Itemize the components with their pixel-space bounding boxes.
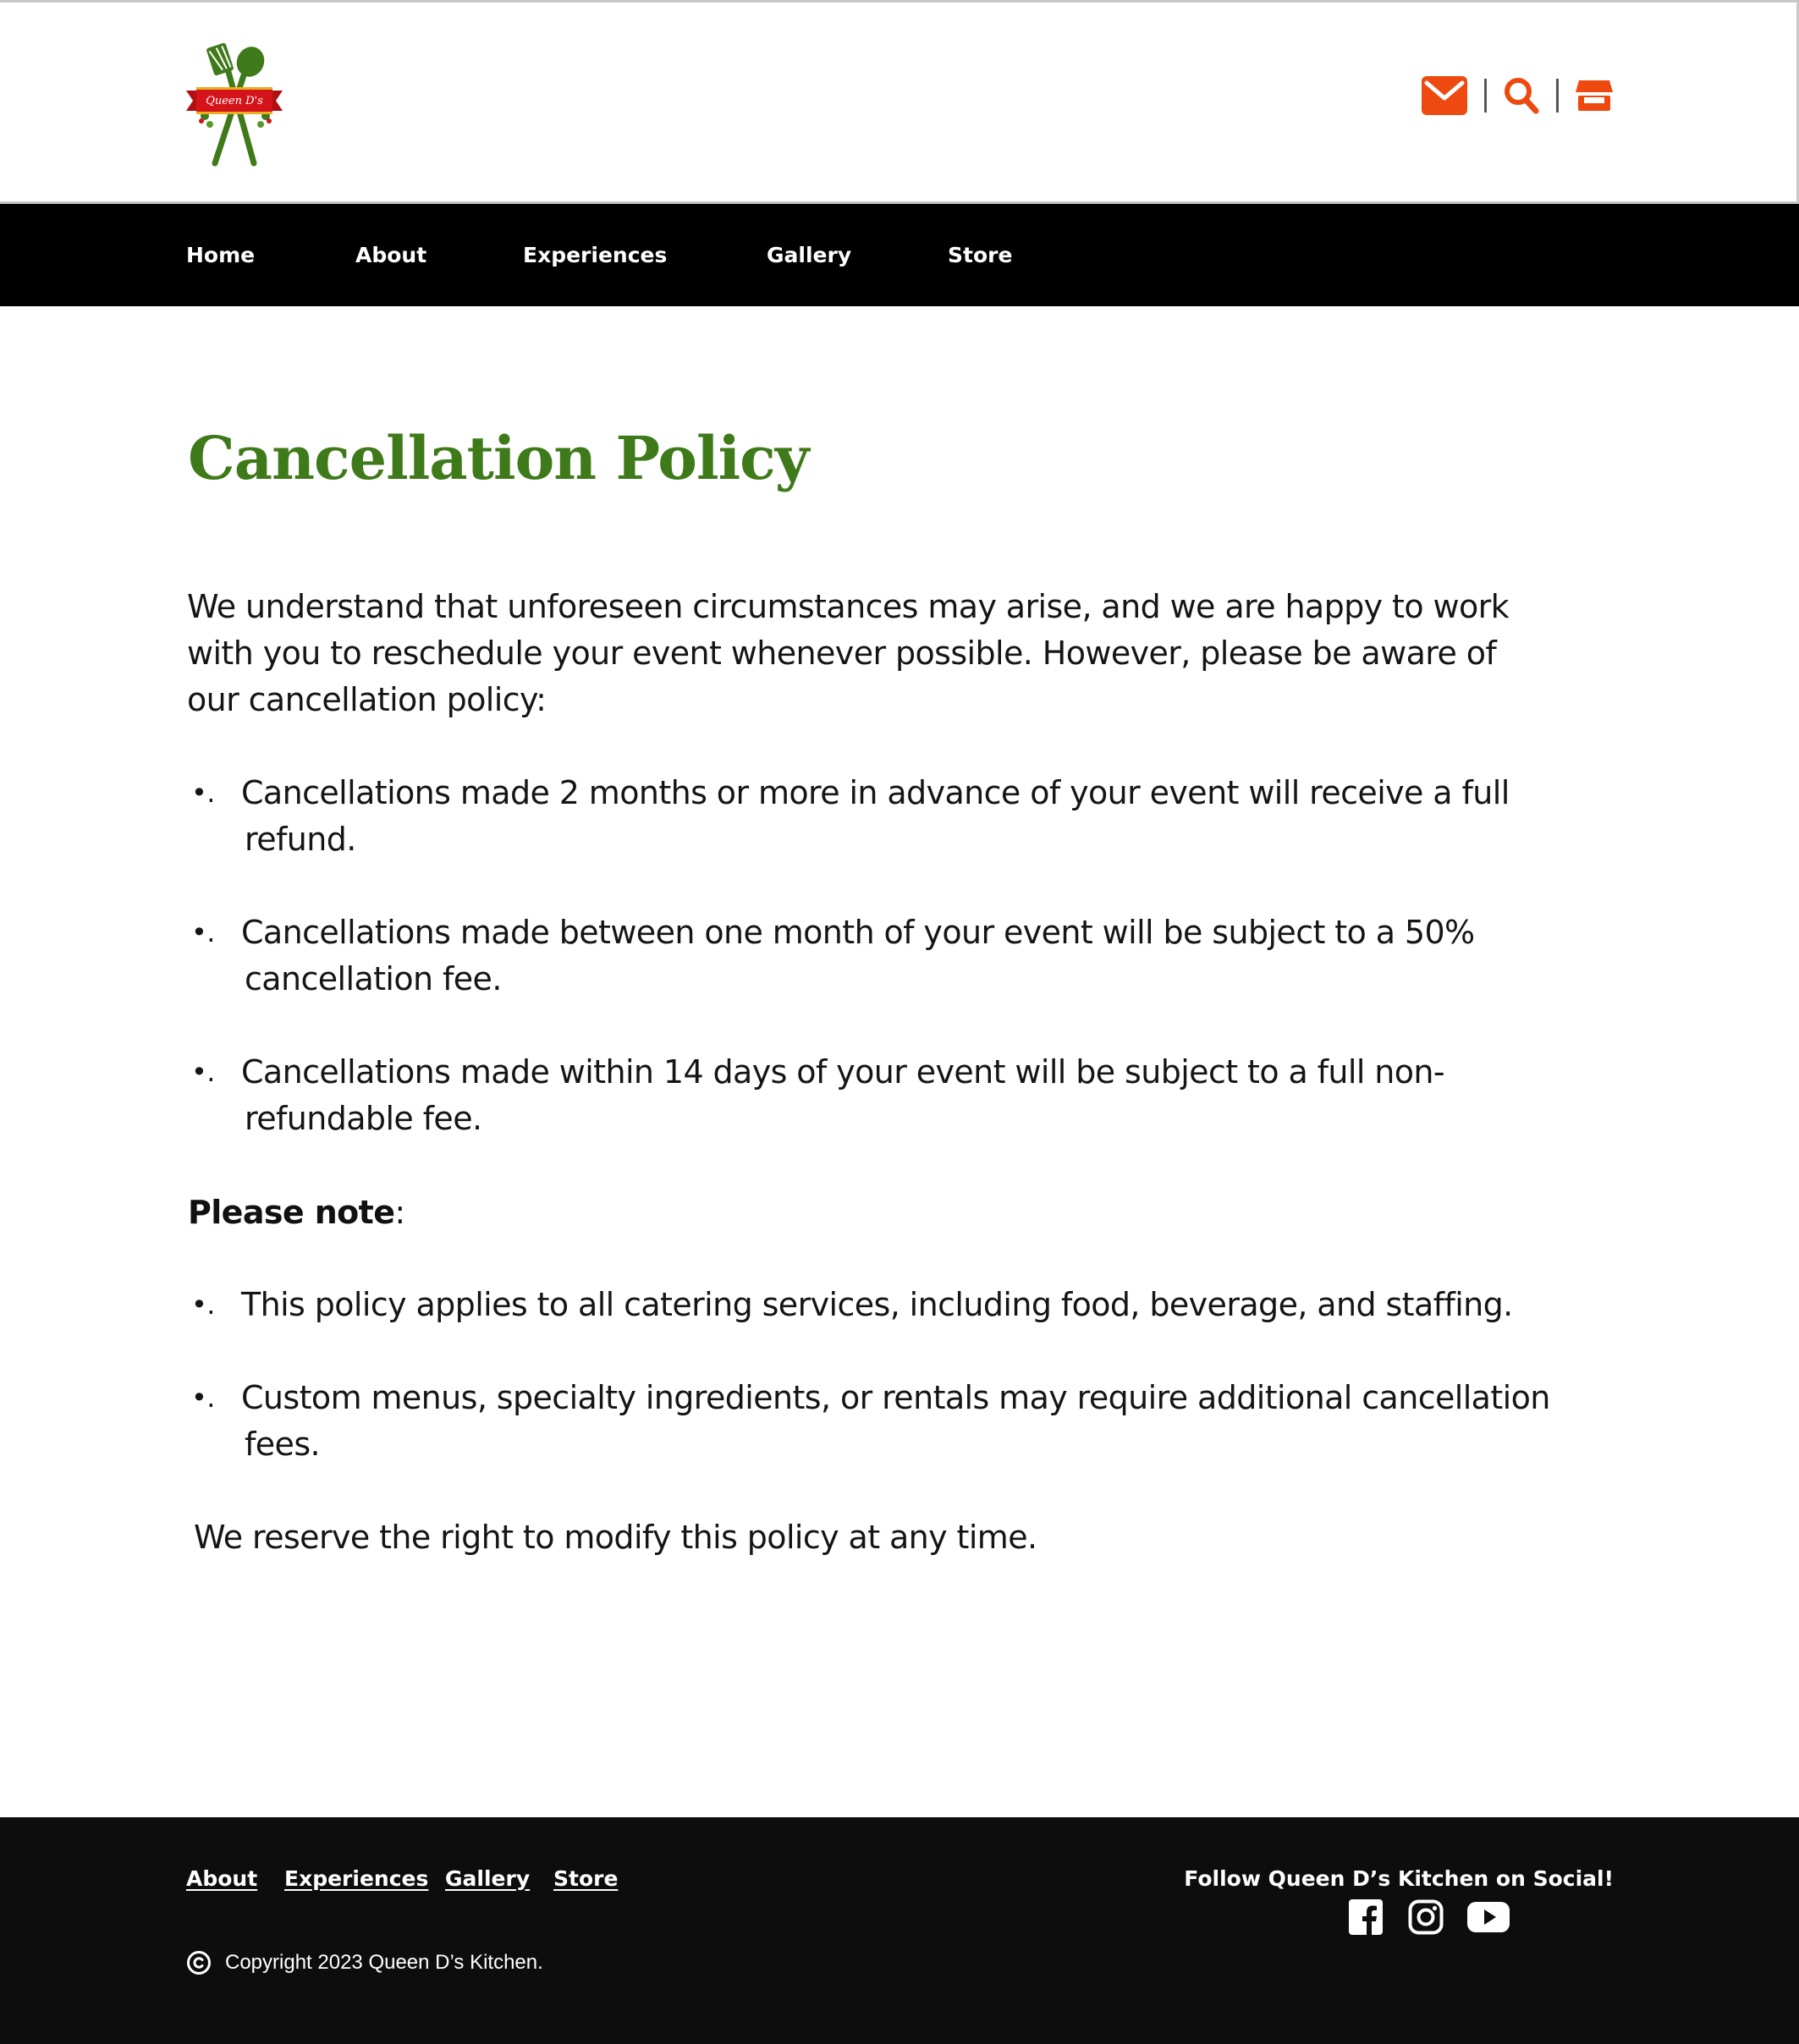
instagram-icon[interactable]: [1408, 1899, 1444, 1935]
list-item-text: Cancellations made between one month of your event will be subject to a 50% cancellation fee.: [241, 914, 1475, 997]
list-item-text: Custom menus, specialty ingredients, or rentals may require additional cancellation fees.: [241, 1379, 1550, 1463]
footer-link-store[interactable]: Store: [553, 1866, 619, 1891]
copyright: [186, 1948, 543, 1978]
facebook-icon[interactable]: [1349, 1899, 1383, 1935]
footer-link-experiences[interactable]: Experiences: [284, 1866, 429, 1891]
copyright-icon: [186, 1950, 212, 1975]
list-item: [188, 909, 1576, 1003]
bullet-icon: •.: [191, 1288, 215, 1321]
closing-paragraph: We reserve the right to modify this policy at any time.: [194, 1519, 1037, 1556]
social-links: [1349, 1899, 1510, 1935]
main-nav: [0, 204, 1799, 306]
nav-experiences[interactable]: Experiences: [523, 243, 668, 267]
nav-home[interactable]: Home: [186, 243, 256, 267]
bullet-icon: •.: [191, 916, 215, 948]
mail-icon[interactable]: [1422, 76, 1467, 115]
list-item: [188, 770, 1576, 863]
page-title: Cancellation Policy: [188, 423, 809, 493]
header-icons: [1422, 74, 1613, 118]
nav-store[interactable]: Store: [948, 243, 1013, 267]
bullet-icon: •.: [191, 1056, 215, 1088]
nav-about[interactable]: About: [355, 243, 427, 267]
list-item: [188, 1049, 1576, 1142]
bullet-icon: •.: [191, 777, 215, 809]
note-heading: [188, 1190, 405, 1236]
svg-text:Queen D's: Queen D's: [206, 95, 263, 107]
store-icon[interactable]: [1576, 79, 1613, 113]
footer-link-gallery[interactable]: Gallery: [445, 1866, 531, 1891]
list-item: [188, 1375, 1576, 1468]
header-divider: [1556, 79, 1559, 113]
site-header: [0, 0, 1799, 204]
list-item-text: Cancellations made within 14 days of your event will be subject to a full non-refundable fee.: [241, 1053, 1445, 1137]
footer-link-about[interactable]: About: [186, 1866, 258, 1891]
bullet-icon: •.: [191, 1382, 215, 1414]
youtube-icon[interactable]: [1467, 1902, 1510, 1932]
note-colon: :: [394, 1194, 405, 1231]
logo[interactable]: [184, 43, 284, 168]
intro-paragraph: We understand that unforeseen circumstances may arise, and we are happy to work with you to reschedule your event whenever possible. However, please be aware of our cancellation policy:: [187, 588, 1510, 718]
search-icon[interactable]: [1504, 77, 1539, 114]
note-label: Please note: [188, 1194, 395, 1231]
list-item-text: This policy applies to all catering services, including food, beverage, and staffing.: [241, 1286, 1513, 1323]
site-footer: [0, 1817, 1799, 2044]
copyright-text: Copyright 2023 Queen D’s Kitchen.: [225, 1951, 543, 1974]
header-divider: [1484, 79, 1487, 113]
follow-heading: Follow Queen D’s Kitchen on Social!: [1184, 1866, 1614, 1891]
list-item-text: Cancellations made 2 months or more in advance of your event will receive a full refund.: [241, 774, 1510, 858]
list-item: [188, 1282, 1576, 1328]
ribbon-banner: [186, 87, 283, 114]
nav-gallery[interactable]: Gallery: [767, 243, 852, 267]
